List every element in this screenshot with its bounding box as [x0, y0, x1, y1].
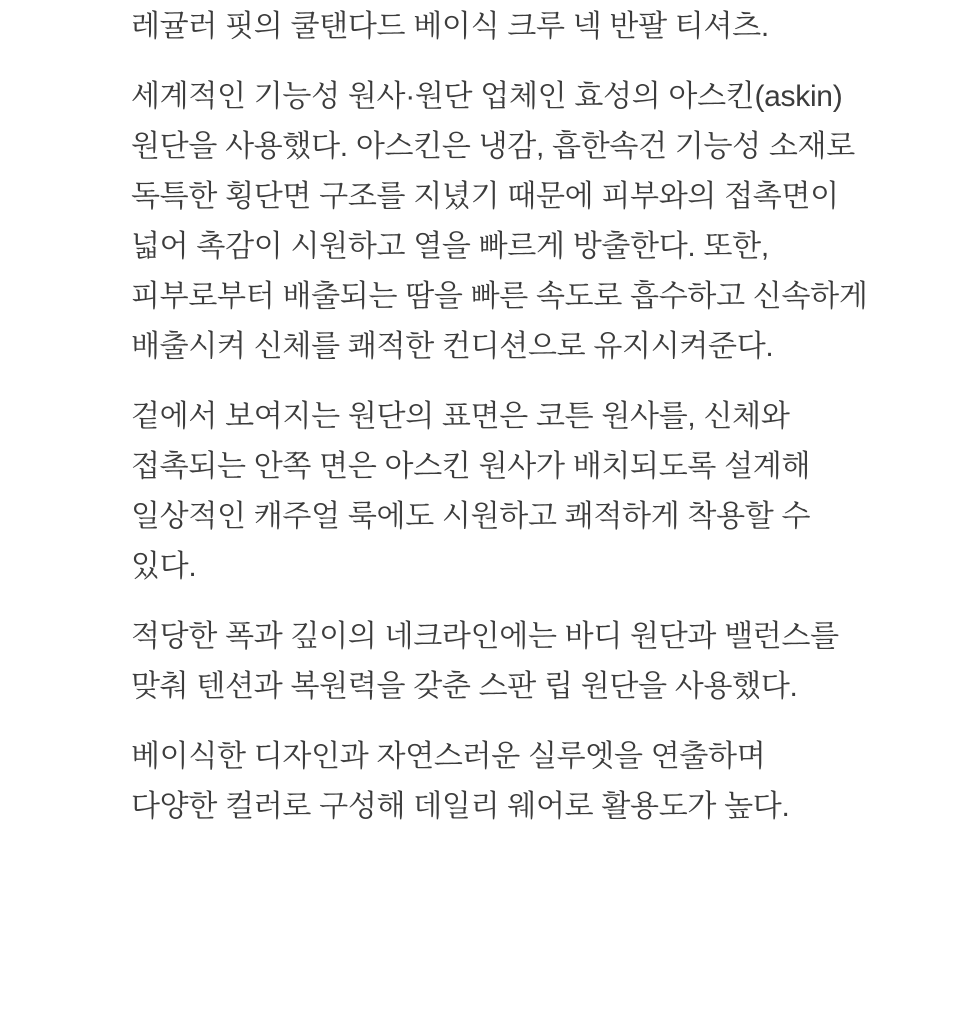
description-line: 맞춰 텐션과 복원력을 갖춘 스판 립 원단을 사용했다. — [131, 670, 798, 703]
description-line: 겉에서 보여지는 원단의 표면은 코튼 원사를, 신체와 — [131, 400, 790, 433]
description-line: 있다. — [131, 550, 197, 583]
description-paragraph — [131, 2, 920, 52]
description-paragraph — [131, 612, 920, 712]
description-line: 배출시켜 신체를 쾌적한 컨디션으로 유지시켜준다. — [131, 330, 774, 363]
description-line: 일상적인 캐주얼 룩에도 시원하고 쾌적하게 착용할 수 — [131, 500, 811, 533]
description-line: 적당한 폭과 깊이의 네크라인에는 바디 원단과 밸런스를 — [131, 620, 839, 653]
description-paragraph — [131, 72, 920, 372]
description-paragraph — [131, 392, 920, 592]
description-line: 피부로부터 배출되는 땀을 빠른 속도로 흡수하고 신속하게 — [131, 280, 868, 313]
description-line: 넓어 촉감이 시원하고 열을 빠르게 방출한다. 또한, — [131, 230, 769, 263]
description-line: 독특한 횡단면 구조를 지녔기 때문에 피부와의 접촉면이 — [131, 180, 839, 213]
description-paragraph — [131, 732, 920, 832]
description-line: 베이식한 디자인과 자연스러운 실루엣을 연출하며 — [131, 740, 766, 773]
description-line: 접촉되는 안쪽 면은 아스킨 원사가 배치되도록 설계해 — [131, 450, 811, 483]
description-line: 원단을 사용했다. 아스킨은 냉감, 흡한속건 기능성 소재로 — [131, 130, 855, 163]
description-line: 다양한 컬러로 구성해 데일리 웨어로 활용도가 높다. — [131, 790, 790, 823]
description-line: 세계적인 기능성 원사·원단 업체인 효성의 아스킨(askin) — [131, 80, 843, 113]
description-line: 레귤러 핏의 쿨탠다드 베이식 크루 넥 반팔 티셔츠. — [131, 10, 769, 43]
